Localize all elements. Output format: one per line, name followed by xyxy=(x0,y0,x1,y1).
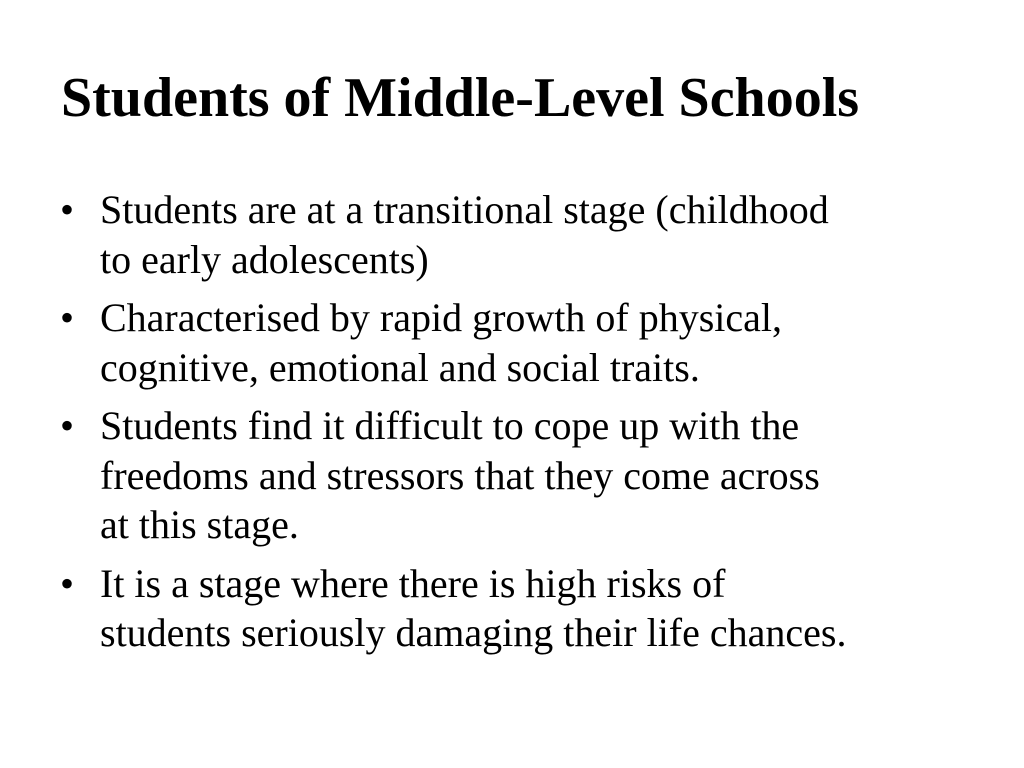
bullet-item xyxy=(60,185,970,284)
bullet-item xyxy=(60,401,970,550)
bullet-line: at this stage. xyxy=(100,502,299,547)
bullet-list xyxy=(60,185,970,667)
bullet-line: It is a stage where there is high risks of xyxy=(100,560,726,606)
bullet-item xyxy=(60,559,970,658)
bullet-icon: • xyxy=(60,403,75,448)
bullet-line: freedoms and stressors that they come across xyxy=(100,452,820,498)
bullet-line: students seriously damaging their life chances. xyxy=(100,610,847,655)
bullet-icon: • xyxy=(60,187,75,232)
bullet-icon: • xyxy=(60,295,75,340)
slide-title: Students of Middle-Level Schools xyxy=(61,67,860,129)
bullet-item xyxy=(60,293,970,392)
bullet-line: Students find it difficult to cope up with the xyxy=(100,403,800,448)
bullet-line: cognitive, emotional and social traits. xyxy=(100,344,700,390)
bullet-icon: • xyxy=(60,560,75,606)
bullet-line: to early adolescents) xyxy=(100,236,429,282)
bullet-line: Characterised by rapid growth of physical, xyxy=(100,295,783,340)
bullet-line: Students are at a transitional stage (childhood xyxy=(100,187,829,232)
